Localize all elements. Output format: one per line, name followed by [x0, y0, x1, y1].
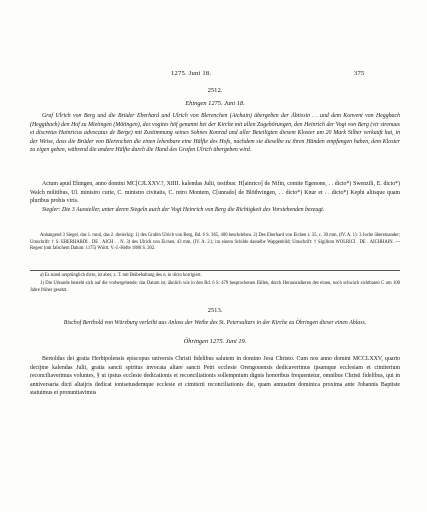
- running-head: 1275. Juni 18.: [171, 70, 212, 77]
- document-date: Ehingen 1275. Juni 18.: [185, 100, 245, 107]
- charter-text: Actum apud Ehingen, anno domini MC[CJLXXV.?, XIIII. kalendas Julii, testibus: H[ainrico] de Nifin, comite Egenone, . . dicto*) Swenzili, E. dicto*) Walch militibus, Ul. ministro curie, C. ministro civitatis, C. retro Montem, C[unrado] de Blöthvingen, . . dicto*) Knur et . . dicto*) Kephi aliisque quam pluribus probis viris.: [30, 181, 400, 204]
- document-number: 2512.: [207, 87, 223, 94]
- page-number: 375: [354, 70, 365, 77]
- footnote-divider: [30, 270, 400, 271]
- document-date: Öhringen 1275. Juni 19.: [183, 338, 247, 345]
- footnote-seals: Anhangend 3 Siegel, das 1. rund, das 2. dreieckig: 1) des Grafen Ulrich von Berg, Bd. 6 S. 365, 400 beschrieben. 2) Des Eberhard von Eichen s. 35, c. 30 mm, (IV. A. 1): 3 Joche übereinander; Umschrift: † S. EBERHARDI . DE . AICH . . N. 3) des Ulrich von Eichen, 43 mm, (IV. A. 2.); im einem Schilde dasselbe Wappenbild; Umschrift: † Sigillum WOLRICI . DE . AICHHAIN. — Regest (mit falschem Datum: 1175) Württ. V.-J.-Hefte 1880 S. 202.: [30, 233, 400, 252]
- charter-text: Bertoldus dei gratia Herbipolensis episcopus universis Christi fidelibus salutem in domino Jesu Christo. Cum nos anno domini MCCLXXV, quarto decijme kalendas Julii, gratia sancti spiritus invocata altare sancti Petri ecclesie Orengouensis dedicaverimus ipsamque ecclesiam et cimiterium reconciliaverimus voluntes, § ut ipsius ecclesie dedicationis et reconciliationis sollempnium dignis honoribus frequentetur, omnibus Christi fidelibus, qui in anniversaria dicti altaijris dedicat ionisetusdemque ecclesie et cimiterii reconciliationis die, quam annuatim dominica proxima ante Johannis Baptiste statuimus et pronuntiavimus: [30, 356, 400, 396]
- regest-summary: Bischof Berthold von Würzburg verleiht aus Anlass der Weihe des St. Petersaltars in der Kirche zu Öhringen dieser einen Ablass.: [63, 320, 367, 326]
- footnote-a: a) Es stand ursprünglich dicto, ist aber, z. T. mit Beibehaltung des o, in dicto korrigiert.: [40, 273, 202, 278]
- document-number: 2513.: [207, 307, 223, 314]
- regest-summary: Graf Ulrich von Berg und die Brüder Eberhard und Ulrich von Blerenchen (Aichain) übergeben der Äbtissin . . und dem Konvent von Heggbach (Heggibach) den Hof zu Mietingen (Mötingen), des vogites höf genannt bei der Kirche mit allen Zugehörungen, den Heinrich der Vogt von Berg (vir strenuus et discretus Hainricus advocatus de Berge) mit Zustimmung seines Sohnes Konrad und aller Beteiligten diesem Kloster um 20 Mark Silber verkauft hat, in der Weise, dass die Brüder von Blerenchen die einen lehenbare eine Hälfte des Hofs, nachdem sie dieselbe zu ihren Händen empfangen haben, dem Kloster zu eigen geben, während die andere Hälfte durch die Hand des Grafen Ulrich übergeben wird.: [30, 113, 400, 153]
- seal-statement: Siegler: Die 3 Aussteller, unter deren Siegeln auch der Vogt Heinrich von Berg die Richtigkeit des Vorstehenden bezeugt.: [42, 207, 325, 213]
- footnote-1: 1) Die Urkunde besteht sich auf die vorhergehende; das Datum ist, ähnlich wie in den Bd. 6 S. 479 besprochenen Fällen, durch Herausradieren des einen, noch schwach sichtbaren C um 100 Jahre früher gesetzt.: [30, 281, 400, 293]
